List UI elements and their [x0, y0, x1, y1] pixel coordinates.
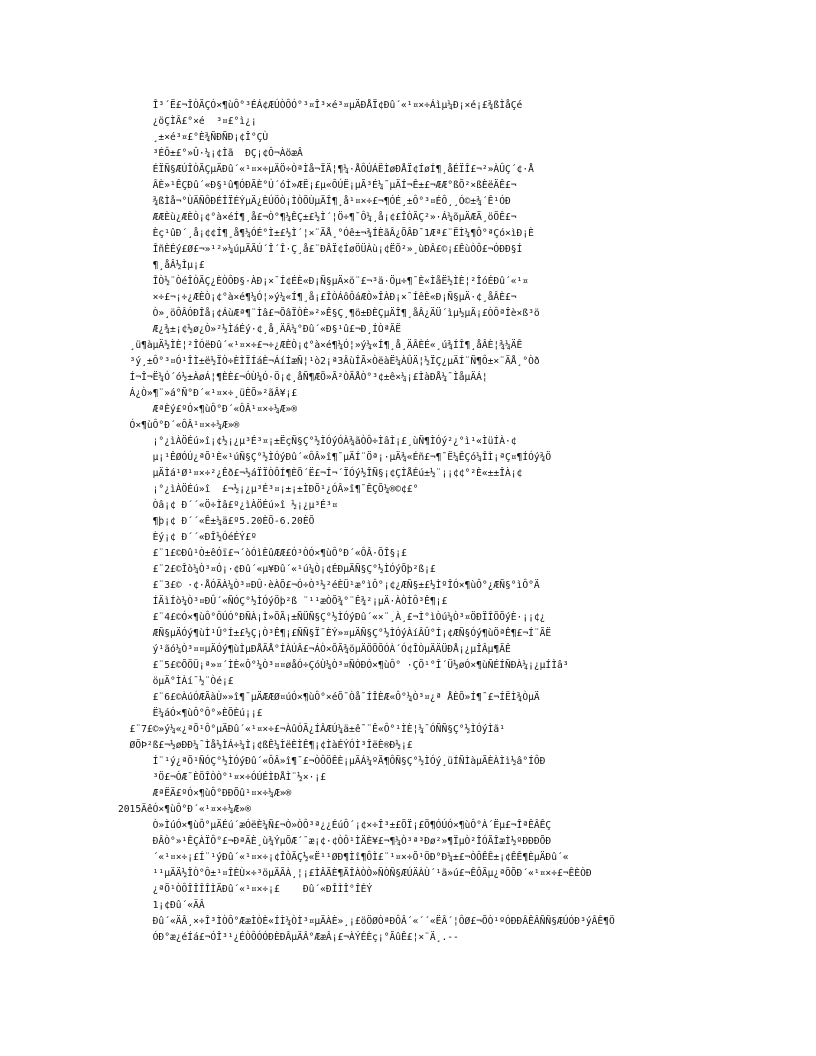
garbled-document-body: Î³´Ë£¬ÎÒÃÇÓ×¶ùÔ°³ÉÁ¢ÆÚÒÔÓ°³¤Î³×é³¤µÄÐÅÏ¢Ðû´«¹¤×÷Áìµ¼Ð¡×é¡£¾ßÌåÇé ¿öÇÌÂ£°×é ³¤£°ì¿¡ ¸±×é³¤£°È¾ÑÐÑÐ¡¢Î°ÇÙ ³ÉÔ±£°»Û·¼¡¢Ìã ÐÇ¡¢Ô¬ÀöæÂ ÉÏÑ§ÆÚÎÒÃÇµÄÐû´«¹¤×÷µÄÖ÷ÒªÌå¬ÏÄ¦¶¼·ÅÔÚÁËÌøÐÅÏ¢ÍøÍ¶¸åÉÏÎ£¬²»ÀÛÇ´¢·Å ÂÈ»¹ÊÇÐû´«Ð§¹û¶ÓÐÃÈ°Ú´óÌ»ÆË¡£µ«ÔÚË¡µÃ³É¼¯µÄÍ¬Ê±£¬ÆÆ°ßÕ²×ßÈëÄÊ£¬ ¾ßÌå¬°ÙÄÑÔÐÉÎÏÉÝµÄ¿ÈÚÖÒ¡ÌÒÕÙµÄÎ¶¸å¹¤×÷£¬¶ÓÉ¸±Ô°³¤ÉÔ¸¸Ó©±¾´Ê¹ÓÐ ÆÆÈù¿ÆÈÒ¡¢°à×éÍ¶¸å£¬Ò°¶¼ÊÇ±£½Ì´¦Ö÷¶¯Ô¼¸å¡¢£ÎÒÃÇ²»·Á¼õµÄÆÃ¸öÕÊ£¬ Èç¹ûÐ´¸å¡¢¢Í¶¸å¶¼ÓÉ°Ì±£½Ì´¦×¨ÃÅ¸°Óê±¬¾ÍÈãÂ¿ÕÂÐ¯1Æª£¨ËÌ¼¶Ô°ªÇó×ìÐ¡È ÎñÈÉý£Ø£¬»¹²»¼úµÃÃÚ´Î´Î·Ç¸å£¨ÐÂÏ¢ÍøÖÜÀù¡¢ËÕ²»¸ùÐÂ£©¡£ÊùÒÔ£¬ÓÐÐ§Í ¶¸åÂ½Ìµ¡£ ÎÒ½¨ÒéÎÒÃÇ¿ÈÒÔÐ§·ÀÐ¡×¯Í¢ÉÈ«Ð¡Ñ§µÄ×ö¨£¬³ä·Öµ÷¶¯È«ÌåË½ÌÈ¦²ÎóÉÐû´«¹¤ ×÷£¬¡÷¿ÆÈÒ¡¢°à×é¶¼Ó¦»ý¼«Í¶¸å¡£ÎÒÁôÔáÆÒ»ÎÀÐ¡×¯ÍêÈ«Ð¡Ñ§µÄ·¢¸åÂÈ£¬ Ò»¸öÔÂÓÐÎå¡¢ÁùÆª¶¨Ìâ£¬ÕâÏÒÈ»²»Ê§Ç¸¶ö±ÐÈÇµÄÎ¶¸åÂ¿ÄÜ´ìµ½µÄ¡£ÒÔªÎè×ß³ö Æ¿¾±¡¢½ø¿Ò»²½ÌáÉý·¢¸å¸ÄÂ¼°Ðû´«Ð§¹û£¬Ð¸ÍÒªÃË ¸ü¶àµÄ½ÌÈ¦²ÎÓëÐû´«¹¤×÷£¬÷¿ÆÈÒ¡¢°à×é¶¼Ó¦»ý¼«Í¶¸å¸ÄÂÈÉ«¸ú¾ÍÎ¶¸åÂÈ¦¾¼ÄÊ ³ý¸±Ô°³¤Ó¹ÎÌ±ë½ÏÒ÷ÈÌÏÍáÈ¬ÁíÍæÑ¦¹ò2¡ª3ÂùÎÃ×ÒëàË¼ÀÛÄ¦½ÏÇ¿µÄÍ¨Ñ¶Ô±×¨ÃÅ¸°Òð Í¬Î¬Ë¼Ó´ó½±ÀøÁ¦¶ÈÈ£¬ÓÙ¼Ó·Ö¡¢¸åÑ¶ÆÕ»Ã²ÒÃÅÒ°³¢±ê×¼¡£ÌàÐÅ¼¯ÌåµÄÁ¦ Á¿Ò»¶¨»á°Ñ°Ð´«¹¤×÷¸üÈÕ»²ãÂ¥¡£ ÆªÈý£ºÓ×¶ùÔ°Ð´«ÔÂ¹¤×÷¼Æ»® Ó×¶ùÔ°Ð´«ÔÂ¹¤×÷¼Æ»® ¡°¿ìÀÖÉú»î¡¢½¡¿µ³É³¤¡±ËçÑ§Ç°½ÌÓýÓÀ¾ãÒÔ÷ÌâÌ¡£¸ùÑ¶ÌÓý²¿°ì¹«ÌüÍÀ·¢ µ¡¹ÊØÓÚ¿ªÕ¹È«¹úÑ§Ç°½ÌÓýÐû´«ÔÂ»î¶¯µÄÍ¨Öª¡·µÄ¾«Éñ£¬¶¯Ë¼ÊÇó¼ÎÌ¡ªÇ¤¶ÍÓý¾Ö µÄÌá¹Ø¹¤×÷²¿Êð£¬½áÏÏÒÔÍ¶ÈÕ´Ë£¬Í¬´ÏÓý½ÎÑ§¡¢ÇÌÅÉú±½¨¡¡¢¢°²È«±±ÎÀ¡¢ ¡°¿ìÀÖÉú»î £¬½¡¿µ³É³¤¡±¡±ÌÐÕ¹¿ÓÂ»î¶¯ÊÇÕ¼®©¢£° Òâ¡¢ Ð´´«Ö÷Ìâ£º¿ìÀÖÉú»î ½¡¿µ³É³¤ ¶þ¡¢ Ð´´«Ê±¼ä£º5.20ÈÕ-6.20ÈÕ Èý¡¢ Ð´´«ÐÎ½ÓéÉÝ£º £¨1£©Ðû¹Ò±êÓï£¬´òÓìÈûÆÆ£Ó³ÒÓ×¶ùÔ°Ð´«ÔÂ·ÕÎ§¡£ £¨2£©Îò¼Ò³¤Ó¡·¢Ðû´«µ¥Ðû´«¹ú¼Ò¡¢ÉÐµÄÑ§Ç°½ÌÓýÕþ²ß¡£ £¨3£© ·¢·ÅÓÃÀ¼Ò³¤ÐÛ·èÀÕ£¬Ó÷Ò³½²éÈÜ¹æ°ìÔ°¡¢¿ÆÑ§±£½ÌºÎÓ×¶ùÔ°¿ÆÑ§°ìÔ°Ä ÍÄìÍò¼Ò³¤ÐÛ´«ÑÓÇ°½ÌÓýÖþ²ß ¨¹¹æÒÕ¾°¨Ê¾²¡µÄ·ÀÒÌÔ³Ê¶¡£ £¨4£©Ó×¶ùÔ°ÔÚÓ°ÐÑÀ¡Ì»ÕÃ¡±ÑÜÑ§Ç°½ÌÓýÐû´«×¨¸À¸£¬Ì°ìÒú¼Ò³¤ÖÐÏÎÕÕýÈ·¡¡¢¿ ÆÑ§µÄÓý¶ùÌ¹Û°Í±£½Ç¡Ò³Ê¶¡£ÑÑ§Ï¯ÈÝ»¤µÄÑ§Ç°½ÌÓýÀíÂÛ°Í¡¢ÆÑ§Óý¶ùÖªÊ¶£¬Í¨ÃË ý¹ãó¼Ò³¤¤µÄÓý¶ùÌµÐÅÃÅ°ÍÀÚÂ£¬ÁÒ×ÕÃ¾öµÄÖÕÕÓÀ´Ó¢ÎÒµÄÄÜÐÅ¡¿µÎÂµ¶ÃÊ £¨5£©ÕÕÜ¡ª»¤´ÌÈ«Ô°¼Ò³¤¤øåÓ÷ÇóÙ¼Ò³¤ÑÓÐÓ×¶ùÔ° ·ÇÕ¹°Î´Ü½øÓ×¶ùÑÉÍÑÐÀ¼¡¿µÍÌâ³ öµÄ°ÌÀí¯½¨Òé¡£ £¨6£©ÀúÓÆÃàÙ»»î¶¯µÄÆÆØ¤úÓ×¶ùÔ°×éÕ¯Òå¯ÍÎÈÆ«Ô°¼Ò³¤¿ª ÅÈÕ»Í¶¯£¬ÍËÌ¾ÒµÄ Ë¼áÓ×¶ùÔ°Ô°»ÈÕÈú¡¡£ £¨7£©»ý¼«¿ªÕ¹Ô°µÄÐû´«¹¤×÷£¬ÀûÓÃ¿ÍÂÆÚ¼ä±ê¯¨Ê«Ô°¹ÌÈ¦¼¯ÓÑÑ§Ç°½ÌÓýÌã¹ ØÕÞ²ß£¬½øÐÐ¼¯Ìå½ÌÁ÷¼Ì¡¢ßÊ¼ÌëÈÌÊ¶¡¢ÌàÉÝÓÌ³ÎëÈ®Ð½¡£ Í¨¹ý¿ªÕ¹ÑÓÇ°½ÌÓýÐû´«ÔÂ»î¶¯£¬ÒÔÖÊÈ¡µÃÁ¼ºÃ¶ÔÑ§Ç°½ÌÓý¸üÍÑÌàµÃÈÀÌì½â°ÍÔÐ ³Ö£¬ÓÆ¯ÈÕÎÒÒ°¹¤×÷ÓÚÉÌÐÅÌ¨½×·¡£ ÆªËÄ£ºÓ×¶ùÔ°ÐÐÕû¹¤×÷¼Æ»® 2015ÄêÓ×¶ùÔ°Ð´«¹¤×÷¼Æ»® Ò»ÌúÓ×¶ùÔ°µÄÉú´æÓëÈ¼Ñ£¬Ò»ÒÔ³ª¿¿ÉúÔ´¡¢×÷Î³±£ÕÏ¡£Ö¶ÓÚÓ×¶ùÔ°À´Ëµ£¬ÎªÊÂÊÇ ÐÂÒ°»¹ÊÇÀÏÔ°£¬ÐªÄÈ¸ù¾ÝµÕÆ´¯æ¡¢·¢ÒÔ¹ÌÄÈ¥£¬¶¼Ò³ª³Ðø²»¶ÏµÒ²ÎÓÃÎæÌ½ºÐÐÐÕÐ ´«¹¤×÷¡£Í¨¹ýÐû´«¹¤×÷¡¢ÎÒÃÇ½«Ë¹¹ØÐ¶Ìî¶ÔÌ£¨¹¤×÷Õ¹ÖÐ°Ð¼±£¬ÒÔÊÊ±¡¢ÊÊ¶ÈµÄÐû´« ¹¹µÄÄ½ÎÒ°Ô±¹¤ÎÈÙ×÷³öµÄÃÀ¸¦¡£ÌÂÃÈ¶ÃÎÀÒÒ»ÑÒÑ§ÆÚÄÀÙ´¹ã»ú£¬ÊÔÃµ¿ªÕÕÐ´«¹¤×÷£¬ÊÈÒÐ ¿ªÕ¹ÒÔÎÎÎÎÌÄÐû´«¹¤×÷¡£ Ðû´«ÐÎÌÎ°ÎÉÝ 1¡¢Ðû´«ÄÂ Ðû´«ÄÂ¸×÷Î³ÌÒÔ°ÆæÌÒÈ«ÍÌ¼ÒÌ³¤µÄÀÈ»¸¡£öÖØÒªÐÔÂ´«´´«ËÂ´¦ÔØ£¬ÕÒ¹ºÓÐÐÂÊÂÑÑ§ÆÚÓÐ³ýÂÊ¶Ö ÓÐ°æ¿éÍá£¬ÓÎ³¹¿ÉÒÔÓÓÐÈÐÂµÄÂ°ÆæÂ¡£¬ÀÝÉÈç¡°ÃûÊ£¦×¨Ä¸.--: [118, 100, 615, 943]
